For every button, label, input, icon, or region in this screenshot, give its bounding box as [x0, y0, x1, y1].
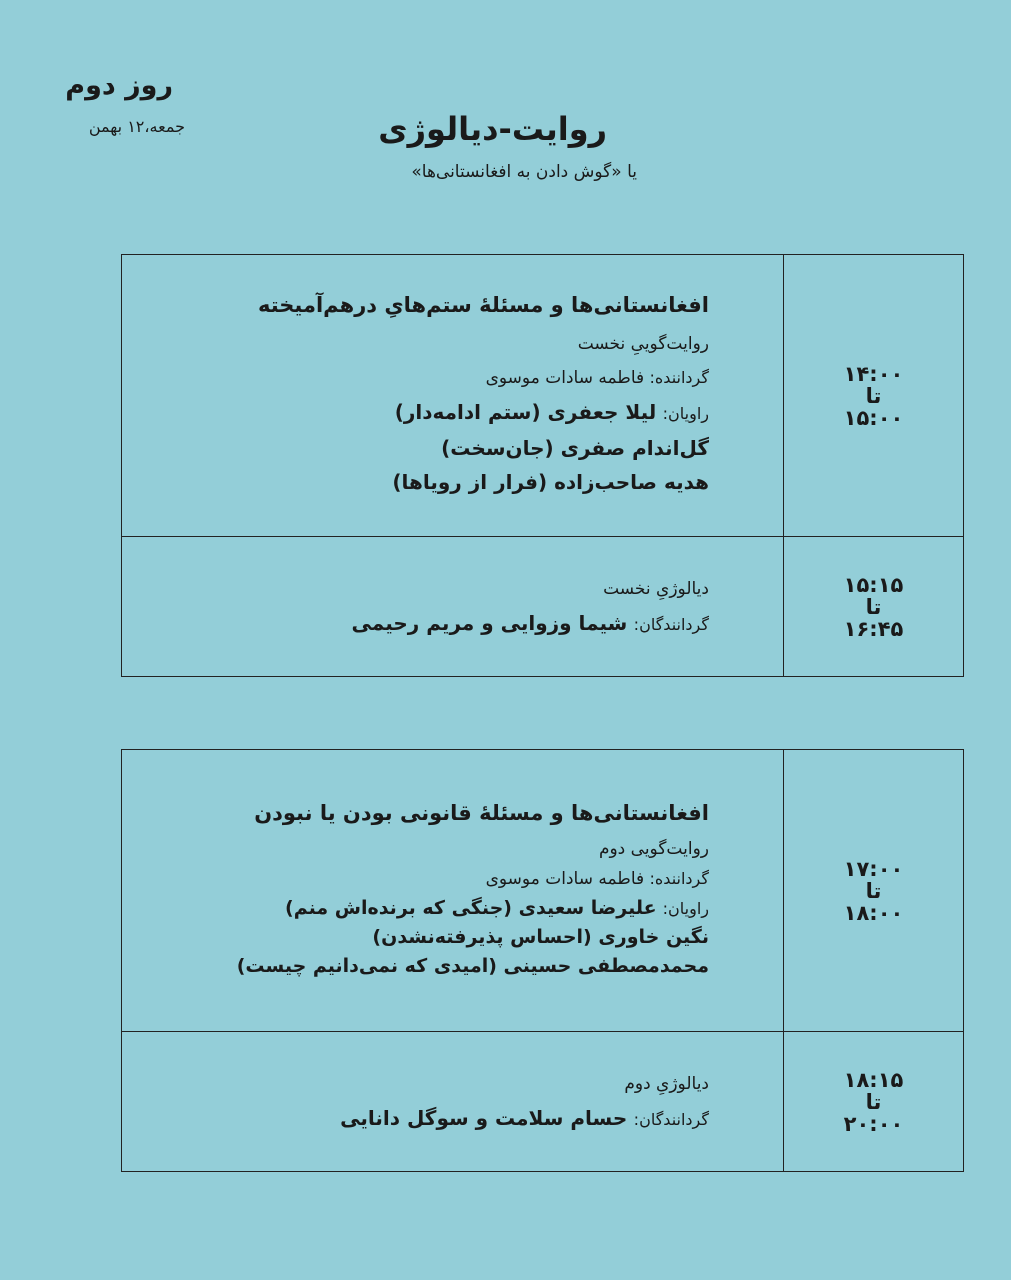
- time-separator: تا: [865, 383, 882, 408]
- time-start: ۱۵:۱۵: [843, 572, 904, 597]
- session-name: دیالوژیِ دوم: [624, 1073, 709, 1094]
- moderators-label: گردانندگان:: [633, 1109, 709, 1129]
- narrator-name: لیلا جعفری (ستم ادامه‌دار): [394, 399, 657, 424]
- page-subtitle: یا «گوش دادن به افغانستانی‌ها»: [411, 162, 637, 182]
- time-end: ۱۶:۴۵: [843, 616, 904, 641]
- narrators-label: راویان:: [662, 898, 709, 918]
- narrator-name: محمدمصطفی حسینی (امیدی که نمی‌دانیم چیست): [236, 954, 709, 977]
- time-end: ۱۵:۰۰: [843, 405, 904, 430]
- schedule-row: [122, 537, 964, 677]
- schedule-row: [122, 1032, 964, 1172]
- schedule-table-2: [121, 749, 964, 1172]
- session-content: [122, 750, 784, 1032]
- session-time: [784, 537, 964, 677]
- schedule-table-1: [121, 254, 964, 677]
- time-end: ۲۰:۰۰: [843, 1111, 904, 1136]
- session-time: [784, 255, 964, 537]
- session-title: افغانستانی‌ها و مسئلهٔ قانونی بودن یا نبودن: [254, 800, 709, 825]
- session-name: روایت‌گوییِ نخست: [577, 333, 709, 354]
- time-separator: تا: [865, 594, 882, 619]
- time-separator: تا: [865, 1089, 882, 1114]
- moderator-name: فاطمه سادات موسوی: [485, 868, 645, 889]
- narrator-name: نگین خاوری (احساس پذیرفته‌نشدن): [372, 925, 709, 948]
- moderator-label: گرداننده:: [649, 868, 709, 888]
- session-name: دیالوژیِ نخست: [603, 578, 709, 599]
- moderator-name: فاطمه سادات موسوی: [485, 367, 645, 388]
- time-start: ۱۴:۰۰: [843, 361, 904, 386]
- time-start: ۱۷:۰۰: [843, 856, 904, 881]
- time-start: ۱۸:۱۵: [843, 1067, 904, 1092]
- session-title: افغانستانی‌ها و مسئلهٔ ستم‌هایِ درهم‌آمیخته: [257, 292, 709, 317]
- day-title: روز دوم: [65, 70, 173, 101]
- session-name: روایت‌گویی دوم: [598, 838, 709, 859]
- session-time: [784, 1032, 964, 1172]
- page-title: روایت-دیالوژی: [378, 110, 607, 148]
- moderators-line: [122, 606, 709, 642]
- moderators-label: گردانندگان:: [633, 614, 709, 634]
- moderator-label: گرداننده:: [649, 367, 709, 387]
- moderators-line: [122, 1101, 709, 1137]
- narrator-name: هدیه صاحب‌زاده (فرار از رویاها): [392, 469, 709, 494]
- session-content: [122, 1032, 784, 1172]
- session-content: [122, 537, 784, 677]
- narrator-name: علیرضا سعیدی (جنگی که برنده‌اش منم): [285, 896, 657, 919]
- day-date: جمعه،۱۲ بهمن: [88, 117, 185, 136]
- schedule-row: [122, 255, 964, 537]
- narrators-label: راویان:: [662, 403, 709, 423]
- narrators-line: [122, 395, 709, 431]
- moderators-names: شیما وزوایی و مریم رحیمی: [351, 610, 628, 635]
- schedule-row: [122, 750, 964, 1032]
- moderator-line: [122, 361, 709, 395]
- session-time: [784, 750, 964, 1032]
- narrators-line: [122, 894, 709, 923]
- moderators-names: حسام سلامت و سوگل دانایی: [340, 1105, 628, 1130]
- time-separator: تا: [865, 878, 882, 903]
- moderator-line: [122, 864, 709, 894]
- session-content: [122, 255, 784, 537]
- narrator-name: گل‌اندام صفری (جان‌سخت): [441, 435, 709, 460]
- time-end: ۱۸:۰۰: [843, 900, 904, 925]
